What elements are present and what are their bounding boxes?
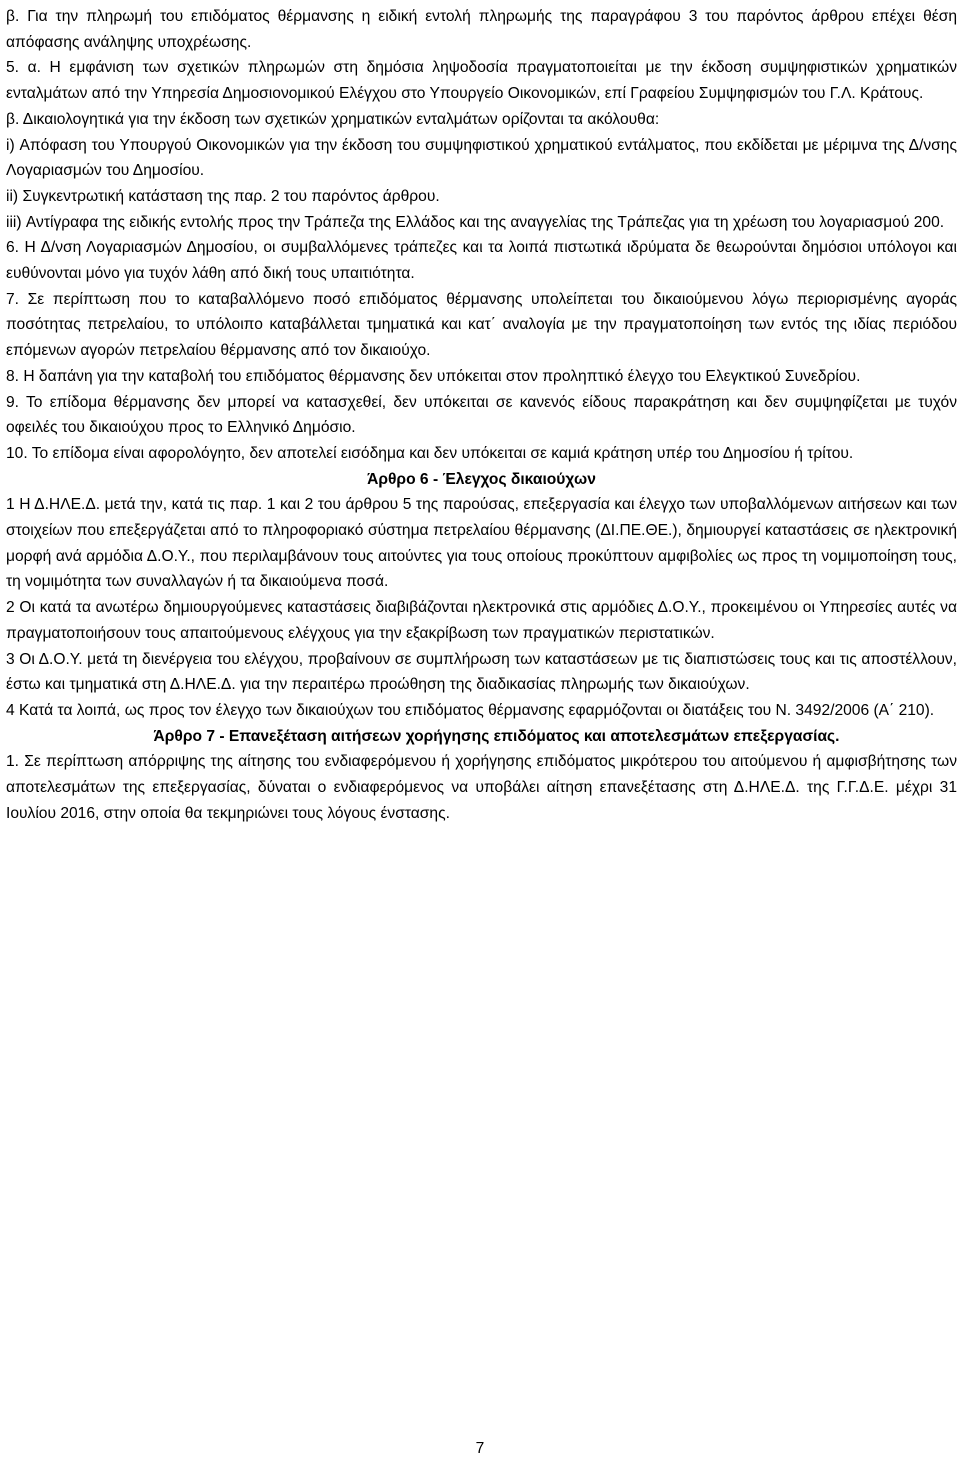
article-7-heading: Άρθρο 7 - Επανεξέταση αιτήσεων χορήγησης επιδόματος και αποτελεσμάτων επεξεργασίας. — [153, 727, 840, 745]
paragraph-5b-ii: ii) Συγκεντρωτική κατάσταση της παρ. 2 του παρόντος άρθρου. — [6, 187, 440, 205]
article-6-paragraph-3: 3 Οι Δ.Ο.Υ. μετά τη διενέργεια του ελέγχου, προβαίνουν σε συμπλήρωση των καταστάσεων με τις διαπιστώσεις τους και τις αποστέλλουν, έστω και τμηματικά στη Δ.ΗΛΕ.Δ. για την περαιτέρω προώθηση της διαδικασίας πληρωμής των δικαιούχων. — [6, 650, 957, 694]
article-6-paragraph-2: 2 Οι κατά τα ανωτέρω δημιουργούμενες καταστάσεις διαβιβάζονται ηλεκτρονικά στις αρμόδιες Δ.Ο.Υ., προκειμένου οι Υπηρεσίες αυτές να πραγματοποιήσουν τους απαιτούμενους ελέγχους για την εξακρίβωση των πραγματικών περιστατικών. — [6, 599, 957, 642]
paragraph-10: 10. Το επίδομα είναι αφορολόγητο, δεν αποτελεί εισόδημα και δεν υπόκειται σε καμιά κράτηση υπέρ του Δημοσίου ή τρίτου. — [6, 444, 854, 462]
paragraph-7: 7. Σε περίπτωση που το καταβαλλόμενο ποσό επιδόματος θέρμανσης υπολείπεται του δικαιούμενου λόγω περιορισμένης αγοράς ποσότητας πετρελαίου, το υπόλοιπο καταβάλλεται τμηματικά και κατ΄ αναλογία με την πραγματοποίηση των εντός της ιδίας περιόδου επόμενων αγορών πετρελαίου θέρμανσης από τον δικαιούχο. — [6, 290, 957, 360]
article-6-paragraph-1: 1 Η Δ.ΗΛΕ.Δ. μετά την, κατά τις παρ. 1 και 2 του άρθρου 5 της παρούσας, επεξεργασία και έλεγχο των υποβαλλόμενων αιτήσεων και των στοιχείων που επεξεργάζεται από το πληροφοριακό σύστημα πετρελαίου θέρμανσης (ΔΙ.ΠΕ.ΘΕ.), δημιουργεί καταστάσεις σε ηλεκτρονική μορφή ανά αρμόδια Δ.Ο.Υ., που περιλαμβάνουν τους αιτούντες για τους οποίους προκύπτουν αμφιβολίες ως προς τη νομιμοποίηση τους, τη νομιμότητα των συναλλαγών ή τα δικαιούμενα ποσά. — [6, 496, 957, 591]
paragraph-5b: β. Δικαιολογητικά για την έκδοση των σχετικών χρηματικών ενταλμάτων ορίζονται τα ακόλουθα: — [6, 110, 660, 128]
paragraph-5b-i: i) Απόφαση του Υπουργού Οικονομικών για την έκδοση του συμψηφιστικού χρηματικού εντάλματος, που εκδίδεται με μέριμνα της Δ/νσης Λογαριασμών του Δημοσίου. — [6, 136, 957, 180]
article-7-paragraph-1: 1. Σε περίπτωση απόρριψης της αίτησης του ενδιαφερόμενου ή χορήγησης επιδόματος μικρότερου του αιτούμενου ή αμφισβήτησης των αποτελεσμάτων της επεξεργασίας, δύναται ο ενδιαφερόμενος να υποβάλει αίτηση επανεξέτασης στη Δ.ΗΛΕ.Δ. της Γ.Γ.Δ.Ε. μέχρι 31 Ιουλίου 2016, στην οποία θα τεκμηριώνει τους λόγους ένστασης. — [6, 753, 957, 822]
paragraph-4b: β. Για την πληρωμή του επιδόματος θέρμανσης η ειδική εντολή πληρωμής της παραγράφου 3 του παρόντος άρθρου επέχει θέση απόφασης ανάληψης υποχρέωσης. — [6, 8, 957, 51]
article-6-heading: Άρθρο 6 - Έλεγχος δικαιούχων — [367, 470, 596, 488]
document-page — [6, 4, 957, 827]
paragraph-9: 9. Το επίδομα θέρμανσης δεν μπορεί να κατασχεθεί, δεν υπόκειται σε κανενός είδους παρακράτηση και δεν συμψηφίζεται με τυχόν οφειλές του δικαιούχου προς το Ελληνικό Δημόσιο. — [6, 393, 957, 437]
page-number: 7 — [475, 1440, 485, 1457]
paragraph-8: 8. Η δαπάνη για την καταβολή του επιδόματος θέρμανσης δεν υπόκειται στον προληπτικό έλεγχο του Ελεγκτικού Συνεδρίου. — [6, 367, 861, 385]
paragraph-5b-iii: iii) Αντίγραφα της ειδικής εντολής προς την Τράπεζα της Ελλάδος και της αναγγελίας της Τράπεζας για τη χρέωση του λογαριασμού 200. — [6, 213, 945, 231]
article-6-paragraph-4: 4 Κατά τα λοιπά, ως προς τον έλεγχο των δικαιούχων του επιδόματος θέρμανσης εφαρμόζονται οι διατάξεις του Ν. 3492/2006 (Α΄ 210). — [6, 701, 935, 719]
paragraph-5a: 5. α. Η εμφάνιση των σχετικών πληρωμών στη δημόσια ληψοδοσία πραγματοποιείται με την έκδοση συμψηφιστικών χρηματικών ενταλμάτων από την Υπηρεσία Δημοσιονομικού Ελέγχου στο Υπουργείο Οικονομικών, επί Γραφείου Συμψηφισμών του Γ.Λ. Κράτους. — [6, 59, 957, 103]
paragraph-6: 6. Η Δ/νση Λογαριασμών Δημοσίου, οι συμβαλλόμενες τράπεζες και τα λοιπά πιστωτικά ιδρύματα δε θεωρούνται δημόσιοι υπόλογοι και ευθύνονται μόνο για τυχόν λάθη από δική τους υπαιτιότητα. — [6, 239, 957, 283]
